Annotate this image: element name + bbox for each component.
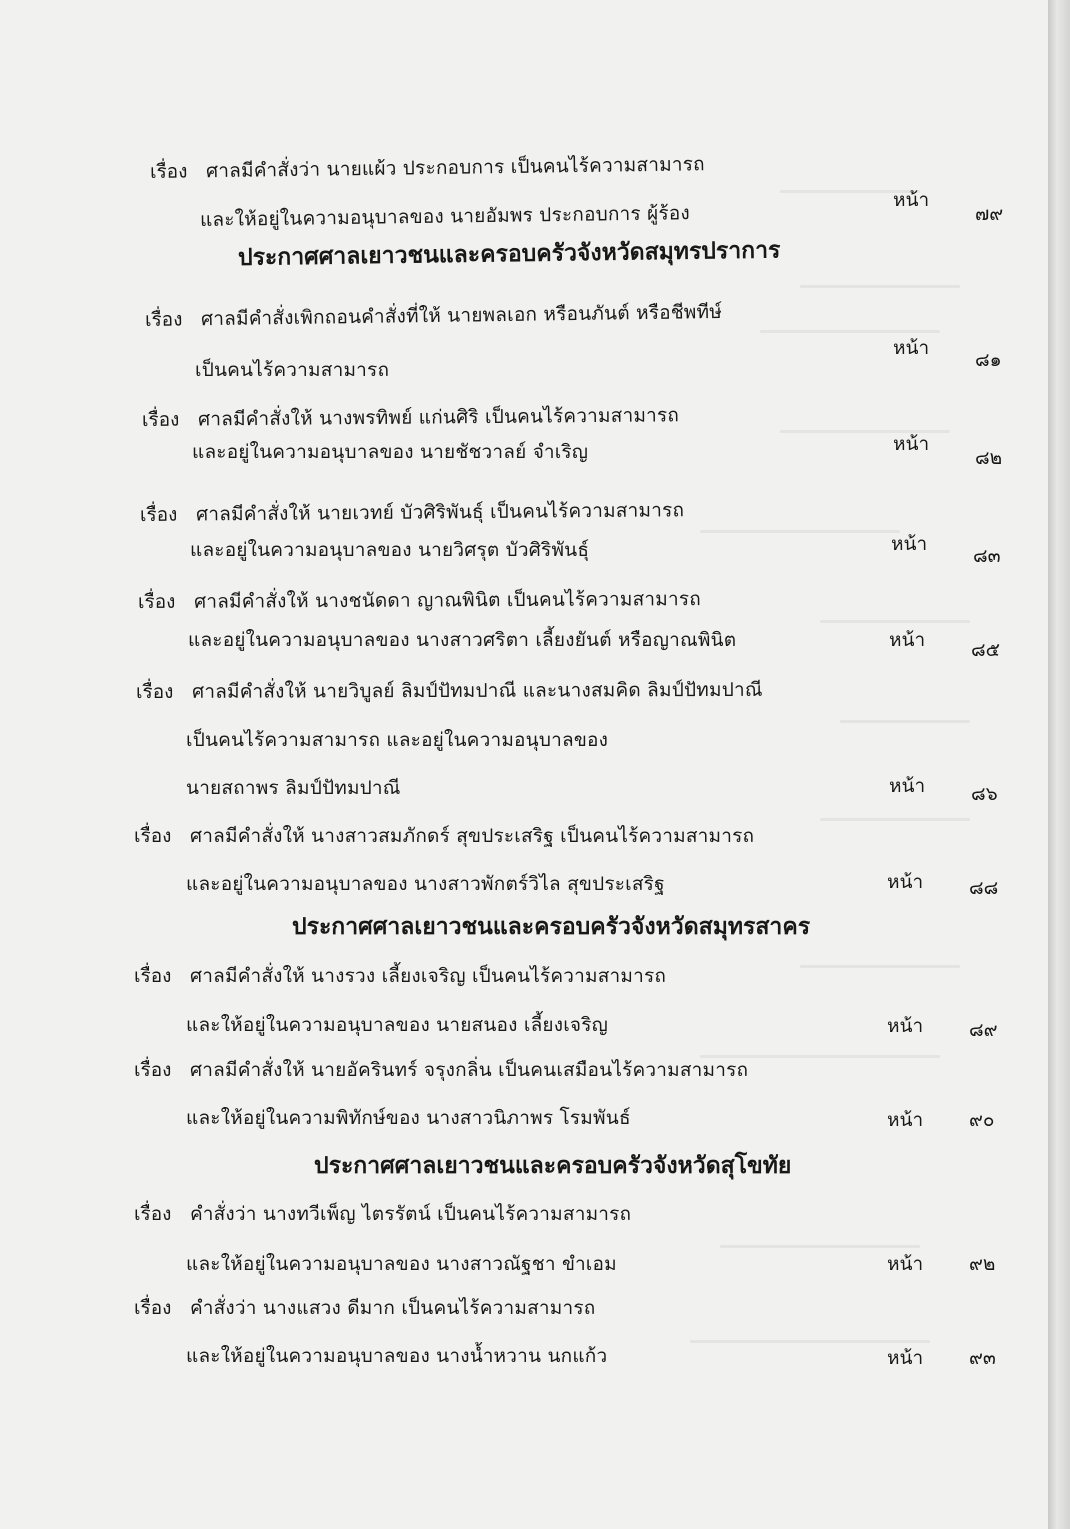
entry-line	[186, 776, 401, 800]
page-label: หน้า	[887, 1109, 924, 1131]
bleed-through-mark	[690, 1340, 930, 1343]
entry-text: ศาลมีคำสั่งให้ นางชนัดดา ญาณพินิต เป็นคนไร้ความสามารถ	[193, 588, 702, 613]
bleed-through-mark	[760, 330, 940, 333]
page-label: หน้า	[893, 337, 930, 359]
entry-label: เรื่อง	[135, 680, 174, 703]
entry-text: เป็นคนไร้ความสามารถ	[195, 359, 390, 381]
entry-label: เรื่อง	[134, 1203, 172, 1225]
entry-line	[134, 1058, 748, 1082]
bleed-through-mark	[820, 620, 970, 623]
entry-line	[186, 1013, 608, 1037]
entry-text: และให้อยู่ในความอนุบาลของ นายสนอง เลี้ยงเจริญ	[186, 1014, 609, 1036]
entry-text: และให้อยู่ในความพิทักษ์ของ นางสาวนิภาพร โรมพันธ์	[186, 1107, 631, 1129]
entry-line	[190, 538, 589, 562]
entry-label: เรื่อง	[137, 590, 176, 613]
page-number: ๘๙	[969, 1019, 998, 1041]
page-edge	[1048, 0, 1070, 1529]
page-label: หน้า	[893, 433, 930, 455]
entry-line	[140, 498, 684, 527]
page-number: ๗๙	[975, 203, 1004, 225]
bleed-through-mark	[800, 285, 960, 288]
entry-line	[142, 403, 679, 432]
entry-label: เรื่อง	[139, 503, 178, 526]
entry-text: นายสถาพร ลิมป์ปัทมปาณี	[186, 777, 401, 799]
entry-text: เป็นคนไร้ความสามารถ และอยู่ในความอนุบาลของ	[186, 729, 609, 751]
page-number: ๘๕	[971, 639, 1001, 661]
entry-text: ศาลมีคำสั่งให้ นายวิบูลย์ ลิมป์ปัทมปาณี และนางสมคิด ลิมป์ปัทมปาณี	[192, 678, 763, 703]
entry-text: คำสั่งว่า นางแสวง ดีมาก เป็นคนไร้ความสามารถ	[190, 1297, 596, 1319]
bleed-through-mark	[700, 530, 900, 533]
entry-line	[134, 964, 666, 988]
entry-text: ศาลมีคำสั่งให้ นายอัครินทร์ จรุงกลิ่น เป็นคนเสมือนไร้ความสามารถ	[190, 1059, 749, 1081]
entry-label: เรื่อง	[134, 1297, 172, 1319]
entry-text: ศาลมีคำสั่งเพิกถอนคำสั่งที่ให้ นายพลเอก หรือนภันต์ หรือชีพทีษ์	[200, 300, 723, 331]
entry-label: เรื่อง	[144, 308, 183, 331]
page-label: หน้า	[887, 871, 924, 893]
page-number: ๙๒	[969, 1253, 996, 1275]
page-label: หน้า	[893, 189, 930, 211]
entry-text: และอยู่ในความอนุบาลของ นายวิศรุต บัวศิริพันธุ์	[190, 539, 590, 561]
entry-text: คำสั่งว่า นางทวีเพ็ญ ไตรรัตน์ เป็นคนไร้ความสามารถ	[190, 1203, 632, 1225]
entry-text: และให้อยู่ในความอนุบาลของ นางสาวณัฐชา ขำเอม	[186, 1253, 617, 1275]
entry-line	[186, 728, 608, 752]
bleed-through-mark	[820, 818, 970, 821]
entry-line	[192, 440, 588, 464]
bleed-through-mark	[800, 965, 960, 968]
page-label: หน้า	[891, 533, 928, 555]
entry-text: ศาลมีคำสั่งให้ นางรวง เลี้ยงเจริญ เป็นคนไร้ความสามารถ	[190, 965, 667, 987]
entry-label: เรื่อง	[134, 825, 172, 847]
entry-line	[188, 628, 736, 652]
entry-label: เรื่อง	[134, 1059, 172, 1081]
entry-line	[200, 201, 690, 232]
page-number: ๘๘	[969, 877, 999, 899]
entry-line	[145, 300, 722, 332]
entry-text: และอยู่ในความอนุบาลของ นางสาวพักตร์วิไล สุขประเสริฐ	[186, 873, 665, 895]
entry-text: ศาลมีคำสั่งให้ นายเวทย์ บัวศิริพันธุ์ เป็นคนไร้ความสามารถ	[195, 499, 685, 526]
page-label: หน้า	[889, 629, 926, 651]
page-number: ๘๓	[973, 545, 1001, 567]
page-number: ๘๖	[971, 783, 998, 805]
page-label: หน้า	[887, 1015, 924, 1037]
entry-label: เรื่อง	[134, 965, 172, 987]
section-heading: ประกาศศาลเยาวชนและครอบครัวจังหวัดสุโขทัย	[314, 1153, 792, 1179]
page-number: ๘๒	[975, 447, 1003, 469]
entry-line	[186, 1106, 631, 1130]
entry-text: ศาลมีคำสั่งว่า นายแผ้ว ประกอบการ เป็นคนไร้ความสามารถ	[205, 153, 705, 183]
entry-line	[134, 1202, 631, 1226]
entry-line	[150, 152, 705, 184]
entry-line	[195, 358, 389, 382]
entry-text: ศาลมีคำสั่งให้ นางสาวสมภักดร์ สุขประเสริฐ เป็นคนไร้ความสามารถ	[190, 825, 755, 847]
entry-label: เรื่อง	[149, 160, 188, 183]
entry-line	[138, 587, 701, 614]
bleed-through-mark	[720, 1245, 920, 1248]
entry-text: ศาลมีคำสั่งให้ นางพรทิพย์ แก่นศิริ เป็นคนไร้ความสามารถ	[197, 404, 680, 431]
page-label: หน้า	[889, 775, 926, 797]
entry-text: และอยู่ในความอนุบาลของ นายชัชวาลย์ จำเริญ	[192, 441, 589, 463]
page-number: ๘๑	[975, 349, 1002, 371]
page-number: ๙๓	[969, 1347, 996, 1369]
page-label: หน้า	[887, 1253, 924, 1275]
entry-line	[134, 824, 754, 848]
section-heading: ประกาศศาลเยาวชนและครอบครัวจังหวัดสมุทรสาคร	[292, 914, 811, 940]
entry-line	[186, 1252, 617, 1276]
entry-line	[186, 872, 665, 896]
page-label: หน้า	[887, 1347, 924, 1369]
entry-line	[186, 1344, 607, 1368]
section-heading: ประกาศศาลเยาวชนและครอบครัวจังหวัดสมุทรปราการ	[237, 237, 781, 271]
entry-text: และอยู่ในความอนุบาลของ นางสาวศริตา เลี้ยงยันต์ หรือญาณพินิต	[188, 629, 737, 651]
bleed-through-mark	[840, 720, 970, 723]
entry-line	[134, 1296, 595, 1320]
entry-text: และให้อยู่ในความอนุบาลของ นางน้ำหวาน นกแก้ว	[186, 1345, 608, 1367]
entry-text: และให้อยู่ในความอนุบาลของ นายอัมพร ประกอบการ ผู้ร้อง	[199, 202, 691, 231]
entry-label: เรื่อง	[141, 408, 180, 431]
page-number: ๙๐	[969, 1109, 995, 1131]
entry-line	[136, 678, 763, 704]
